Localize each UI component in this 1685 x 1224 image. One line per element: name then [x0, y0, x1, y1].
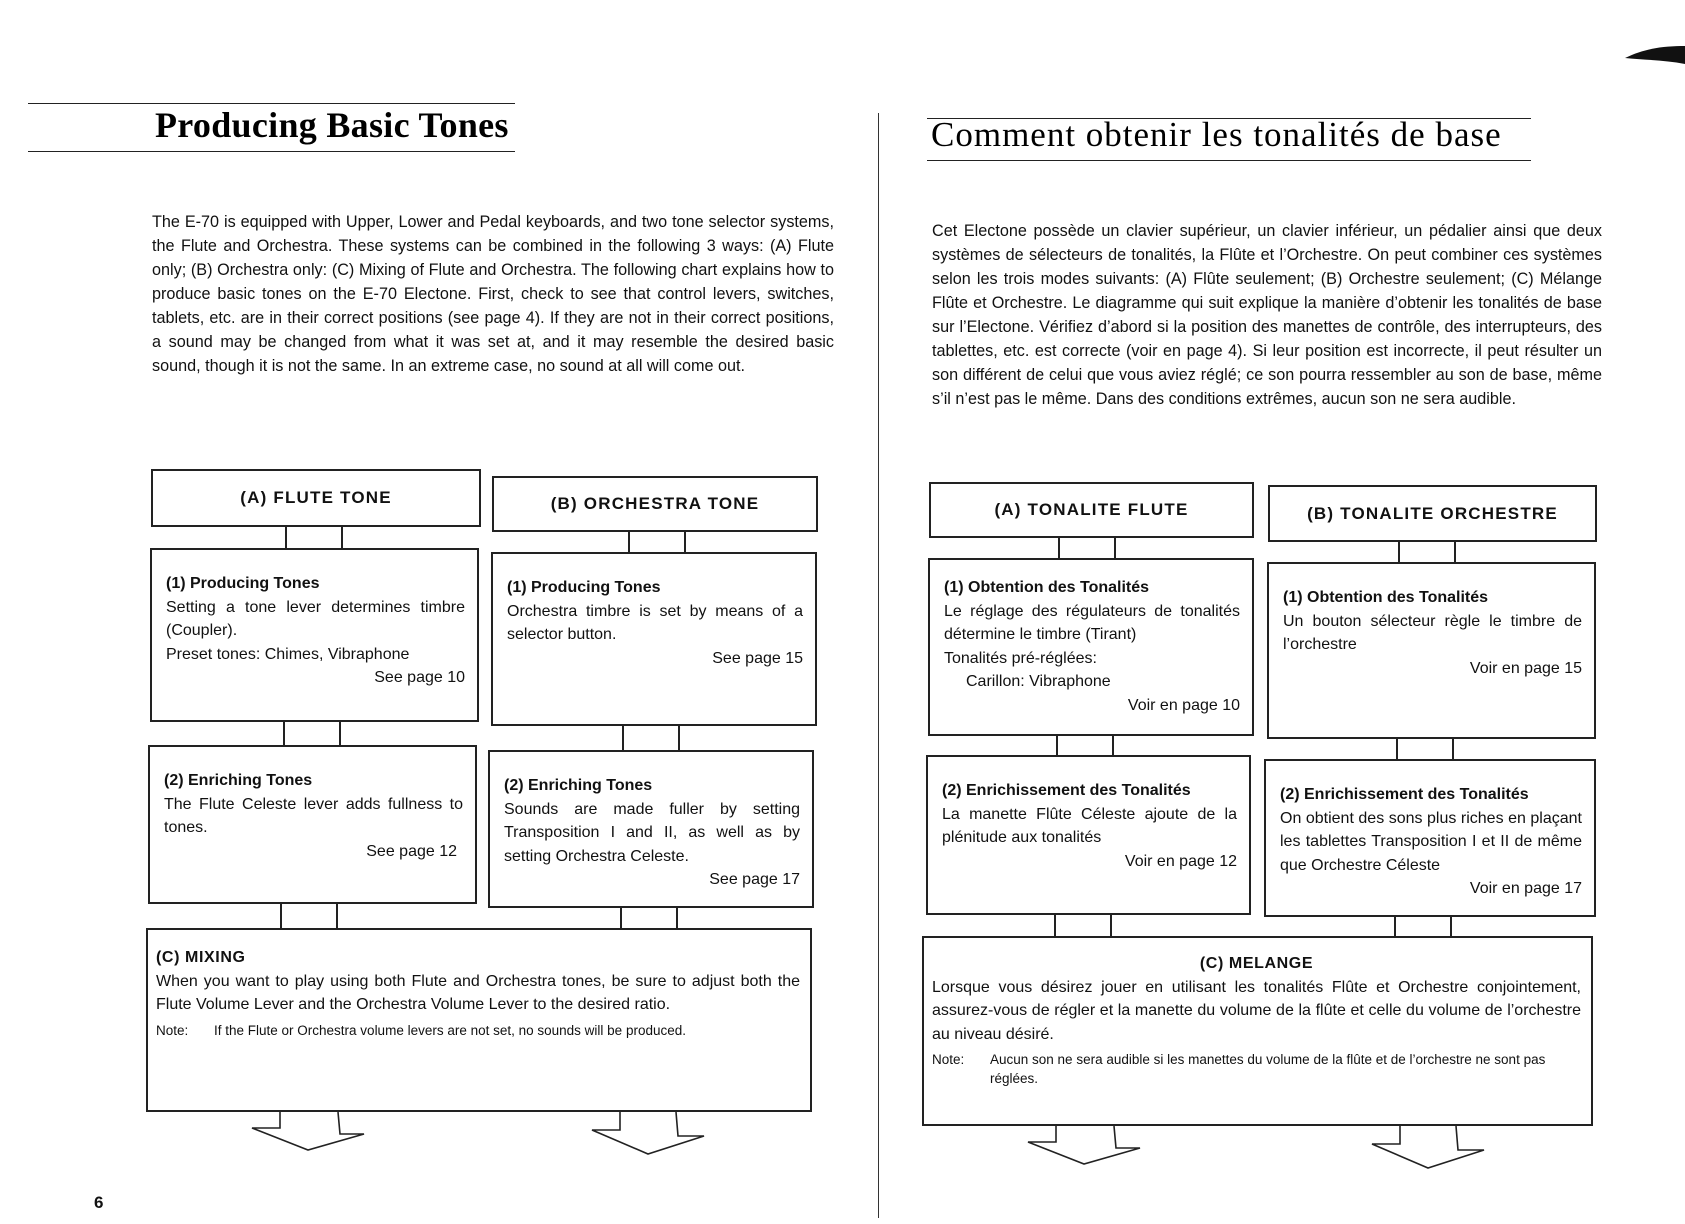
melange-box [922, 936, 1593, 1126]
tonalite-flute-header-label: (A) TONALITE FLUTE [994, 500, 1189, 519]
box-heading: (1) Obtention des Tonalités [1283, 589, 1489, 606]
connector [280, 904, 338, 928]
flute-enriching-box [148, 745, 477, 904]
orchestra-tone-header-label: (B) ORCHESTRA TONE [550, 494, 760, 513]
box-heading: (1) Obtention des Tonalités [944, 579, 1150, 596]
note-text: Aucun son ne sera audible si les manettes du volume de la flûte et de l’orchestre ne sont pas réglées. [990, 1052, 1546, 1086]
down-arrow-icon [1026, 1126, 1146, 1166]
melange-text: Lorsque vous désirez jouer en utilisant les tonalités Flûte et Orchestre conjointement, assurez-vous de régler et la manette du volume de la flûte et celle du volume de l’orchestre au niveau désiré. [932, 978, 1581, 1043]
melange-heading: (C) MELANGE [1199, 955, 1314, 972]
tonalite-orchestre-header [1268, 485, 1597, 542]
box-heading: (1) Producing Tones [507, 579, 661, 596]
down-arrow-icon [250, 1112, 370, 1152]
connector [1394, 917, 1452, 938]
flute-tone-header [151, 469, 481, 527]
box-text: The Flute Celeste lever adds fullness to tones. [164, 795, 463, 836]
orchestra-enriching-box [488, 750, 814, 908]
box-heading: (2) Enrichissement des Tonalités [942, 782, 1191, 799]
box-heading: (1) Producing Tones [166, 575, 320, 592]
flute-enrichissement-box [926, 755, 1251, 915]
page-number: 6 [94, 1193, 104, 1212]
box-text-extra: Preset tones: Chimes, Vibraphone [166, 645, 410, 663]
melange-note [932, 1050, 1581, 1088]
see-page-ref: Voir en page 15 [1469, 659, 1582, 677]
box-text: Setting a tone lever determines timbre (Coupler). [166, 598, 465, 639]
mixing-note [156, 1021, 800, 1040]
box-text-extra-2: Carillon: Vibraphone [966, 673, 1111, 690]
box-text: On obtient des sons plus riches en plaçant les tablettes Transposition I et II de même que Orchestre Céleste [1280, 809, 1582, 874]
connector [620, 908, 678, 930]
connector [628, 532, 686, 552]
mixing-text: When you want to play using both Flute and Orchestra tones, be sure to adjust both the Flute Volume Lever and the Orchestra Volume Lever to the desired ratio. [156, 972, 800, 1013]
orchestra-tone-header [492, 476, 818, 532]
connector [1396, 739, 1454, 759]
connector [285, 527, 343, 548]
orchestra-producing-box [491, 552, 817, 726]
down-arrow-icon [590, 1112, 710, 1156]
note-label: Note: [932, 1052, 965, 1067]
see-page-ref: See page 10 [374, 669, 465, 686]
tonalite-orchestre-header-label: (B) TONALITE ORCHESTRE [1307, 503, 1558, 523]
connector [1058, 538, 1116, 558]
box-text: Un bouton sélecteur règle le timbre de l’orchestre [1283, 612, 1582, 653]
orchestre-enrichissement-box [1264, 759, 1596, 917]
connector [622, 726, 680, 750]
page-title-en: Producing Basic Tones [155, 105, 509, 145]
see-page-ref: Voir en page 10 [1127, 696, 1240, 714]
note-label: Note: [156, 1022, 189, 1038]
flute-tone-header-label: (A) FLUTE TONE [240, 488, 392, 507]
intro-paragraph-en: The E-70 is equipped with Upper, Lower and Pedal keyboards, and two tone selector systems, the Flute and Orchestra. These systems can be combined in the following 3 ways: (A) Flute only; (B) Orchestra only: (C) Mixing of Flute and Orchestra. The following chart explains how to produce basic tones on the E-70 Electone. First, check to see that control levers, switches, tablets, etc. are in their correct positions (see page 4). If they are not in their correct positions, a sound may be changed from what it was set at, and it may resemble the desired basic sound, though it is not the same. In an extreme case, no sound at all will come out. [152, 213, 834, 375]
connector [1054, 915, 1112, 936]
box-text: La manette Flûte Céleste ajoute de la plénitude aux tonalités [942, 805, 1237, 846]
intro-paragraph-fr: Cet Electone possède un clavier supérieur, un clavier inférieur, un pédalier ainsi que deux systèmes de sélecteurs de tonalités, la Flûte et l’Orchestre. On peut combiner ces systèmes selon les trois modes suivants: (A) Flûte seulement; (B) Orchestre seulement; (C) Mélange Flûte et Orchestre. Le diagramme qui suit explique la manière d’obtenir les tonalités de base sur l’Electone. Vérifiez d’abord si la position des manettes de contrôle, des interrupteurs, des tablettes, etc. est correcte (voir en page 4). Si leur position est incorrecte, il peut résulter un son différent de celui que vous aviez réglé; ce son pourra ressembler au son de base, même s’il n’est pas le même. Dans des conditions extrêmes, aucun son ne sera audible. [932, 222, 1602, 408]
orchestre-obtention-box [1267, 562, 1596, 739]
box-text: Sounds are made fuller by setting Transposition I and II, as well as by setting Orchestra Celeste. [504, 800, 800, 865]
flute-obtention-box [928, 558, 1254, 736]
see-page-ref: See page 15 [712, 649, 803, 667]
box-text: Orchestra timbre is set by means of a selector button. [507, 602, 803, 643]
see-page-ref: Voir en page 17 [1469, 880, 1582, 897]
box-text-extra: Tonalités pré-réglées: [944, 649, 1097, 667]
note-text: If the Flute or Orchestra volume levers are not set, no sounds will be produced. [214, 1022, 686, 1038]
mixing-box [146, 928, 812, 1112]
see-page-ref: Voir en page 12 [1124, 852, 1237, 870]
tonalite-flute-header [929, 482, 1254, 538]
box-heading: (2) Enrichissement des Tonalités [1280, 786, 1529, 803]
connector [1398, 542, 1456, 562]
page-title-fr: Comment obtenir les tonalités de base [931, 115, 1502, 154]
box-heading: (2) Enriching Tones [504, 777, 653, 794]
mixing-heading: (C) MIXING [156, 949, 246, 966]
see-page-ref: See page 17 [709, 871, 800, 888]
box-heading: (2) Enriching Tones [164, 772, 313, 789]
scan-edge-mark [1625, 40, 1685, 70]
connector [283, 722, 341, 745]
flute-producing-box [150, 548, 479, 722]
connector [1056, 736, 1114, 755]
box-text: Le réglage des régulateurs de tonalités détermine le timbre (Tirant) [944, 602, 1240, 643]
page-divider [878, 113, 879, 1218]
see-page-ref: See page 12 [366, 842, 457, 860]
down-arrow-icon [1370, 1126, 1490, 1170]
